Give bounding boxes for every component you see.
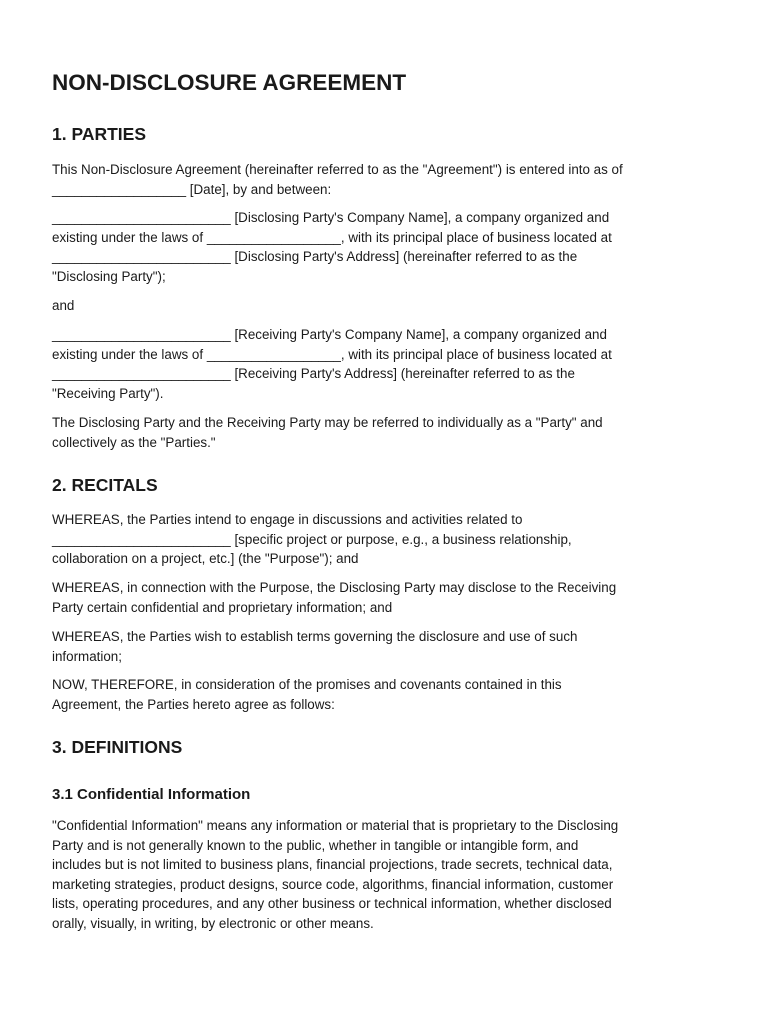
section-heading-definitions: 3. DEFINITIONS xyxy=(52,737,183,757)
text-line: ________________________ [Receiving Party's Company Name], a company organized and xyxy=(52,327,607,342)
text-line: WHEREAS, the Parties intend to engage in discussions and activities related to xyxy=(52,512,523,527)
text-line: NOW, THEREFORE, in consideration of the promises and covenants contained in this xyxy=(52,677,562,692)
text-line: orally, visually, in writing, by electronic or other means. xyxy=(52,915,374,931)
recitals-paragraph-2 xyxy=(52,578,722,617)
text-line: "Receiving Party"). xyxy=(52,385,164,401)
disclosing-party-paragraph xyxy=(52,208,722,286)
subsection-heading-confidential-information: 3.1 Confidential Information xyxy=(52,786,251,803)
parties-collective-paragraph xyxy=(52,413,722,452)
text-line: Party certain confidential and proprietary information; and xyxy=(52,599,393,615)
text-line: The Disclosing Party and the Receiving Party may be referred to individually as a "Party" and xyxy=(52,415,603,430)
text-line: collectively as the "Parties." xyxy=(52,434,216,450)
text-line: "Disclosing Party"); xyxy=(52,268,166,284)
section-heading-recitals: 2. RECITALS xyxy=(52,475,158,495)
recitals-paragraph-1 xyxy=(52,510,722,569)
recitals-paragraph-3 xyxy=(52,627,722,666)
text-line: ________________________ [Disclosing Party's Address] (hereinafter referred to as the xyxy=(52,249,578,264)
text-line: marketing strategies, product designs, source code, algorithms, financial information, customer xyxy=(52,876,614,892)
text-line: ________________________ [Disclosing Party's Company Name], a company organized and xyxy=(52,210,610,225)
confidential-information-paragraph xyxy=(52,816,722,933)
text-line: collaboration on a project, etc.] (the "Purpose"); and xyxy=(52,551,359,566)
and-paragraph xyxy=(52,296,722,316)
receiving-party-paragraph xyxy=(52,325,722,403)
text-line: information; xyxy=(52,648,122,664)
text-line: WHEREAS, in connection with the Purpose, the Disclosing Party may disclose to the Receiving xyxy=(52,580,617,595)
text-line: and xyxy=(52,298,75,313)
text-line: existing under the laws of __________________, with its principal place of business located at xyxy=(52,346,612,362)
document-title: NON-DISCLOSURE AGREEMENT xyxy=(52,70,407,95)
text-line: Party and is not generally known to the public, whether in tangible or intangible form, and xyxy=(52,837,579,853)
recitals-paragraph-4 xyxy=(52,675,722,714)
section-heading-parties: 1. PARTIES xyxy=(52,124,147,144)
text-line: This Non-Disclosure Agreement (hereinafter referred to as the "Agreement") is entered into as of xyxy=(52,162,623,177)
text-line: "Confidential Information" means any information or material that is proprietary to the Disclosing xyxy=(52,818,619,833)
text-line: Agreement, the Parties hereto agree as follows: xyxy=(52,696,335,712)
text-line: includes but is not limited to business plans, financial projections, trade secrets, technical data, xyxy=(52,857,613,872)
text-line: existing under the laws of __________________, with its principal place of business located at xyxy=(52,229,612,245)
text-line: __________________ [Date], by and between: xyxy=(52,181,332,197)
parties-intro-paragraph xyxy=(52,160,722,199)
text-line: WHEREAS, the Parties wish to establish terms governing the disclosure and use of such xyxy=(52,629,578,644)
text-line: lists, operating procedures, and any other business or technical information, whether disclosed xyxy=(52,896,612,911)
text-line: ________________________ [Receiving Party's Address] (hereinafter referred to as the xyxy=(52,366,575,381)
text-line: ________________________ [specific project or purpose, e.g., a business relationship, xyxy=(52,531,572,547)
